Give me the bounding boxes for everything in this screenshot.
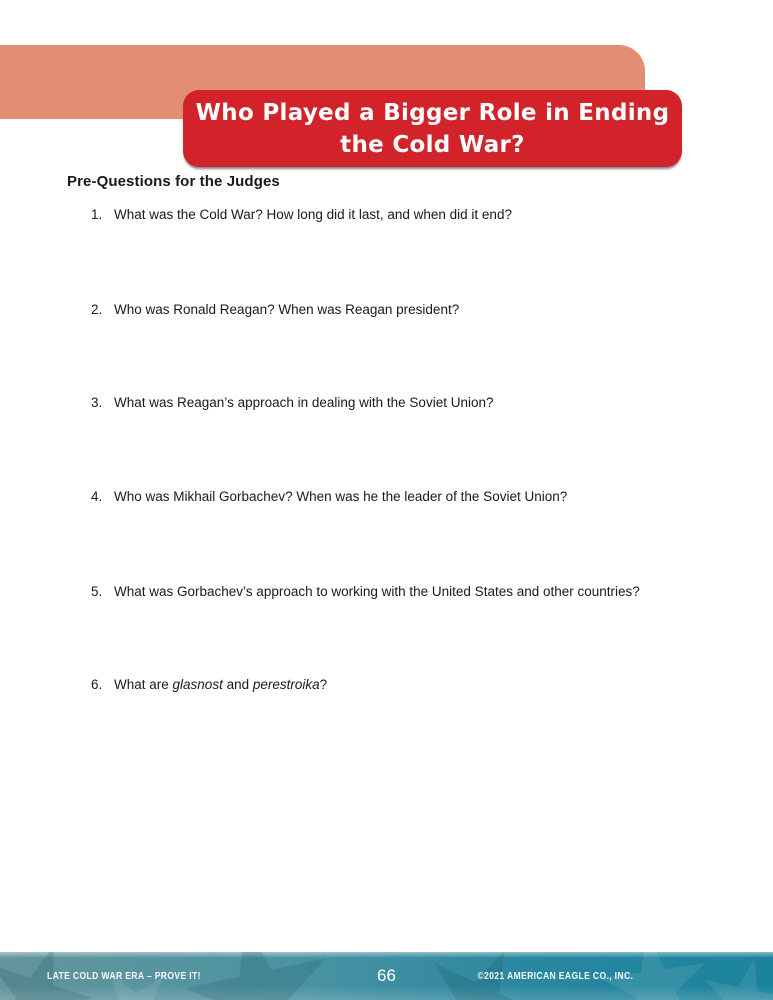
question-item <box>91 394 711 411</box>
section-heading: Pre-Questions for the Judges <box>67 173 280 190</box>
question-text: What are glasnost and perestroika? <box>114 677 328 692</box>
question-text: Who was Mikhail Gorbachev? When was he the leader of the Soviet Union? <box>114 489 568 504</box>
question-number: 3. <box>91 395 103 410</box>
question-number: 4. <box>91 489 103 504</box>
question-number: 2. <box>91 302 103 317</box>
footer-copyright: ©2021 AMERICAN EAGLE CO., INC. <box>477 970 633 982</box>
question-number: 5. <box>91 584 103 599</box>
question-text: What was Reagan’s approach in dealing with the Soviet Union? <box>114 395 494 410</box>
question-text: What was Gorbachev’s approach to working with the United States and other countries? <box>114 584 640 599</box>
footer-band <box>0 952 773 1000</box>
question-item <box>91 301 711 318</box>
question-item <box>91 206 711 223</box>
page-number: 66 <box>377 966 396 985</box>
question-item <box>91 676 711 693</box>
page-title-line1: Who Played a Bigger Role in Ending <box>195 99 670 126</box>
question-text: Who was Ronald Reagan? When was Reagan president? <box>114 302 460 317</box>
question-number: 6. <box>91 677 103 692</box>
star-icon <box>692 952 773 1000</box>
question-item <box>91 583 711 600</box>
question-number: 1. <box>91 207 103 222</box>
question-item <box>91 488 711 505</box>
page-title-line2: the Cold War? <box>340 131 525 158</box>
question-text: What was the Cold War? How long did it last, and when did it end? <box>114 207 512 222</box>
footer-series-title: LATE COLD WAR ERA – PROVE IT! <box>47 970 201 982</box>
